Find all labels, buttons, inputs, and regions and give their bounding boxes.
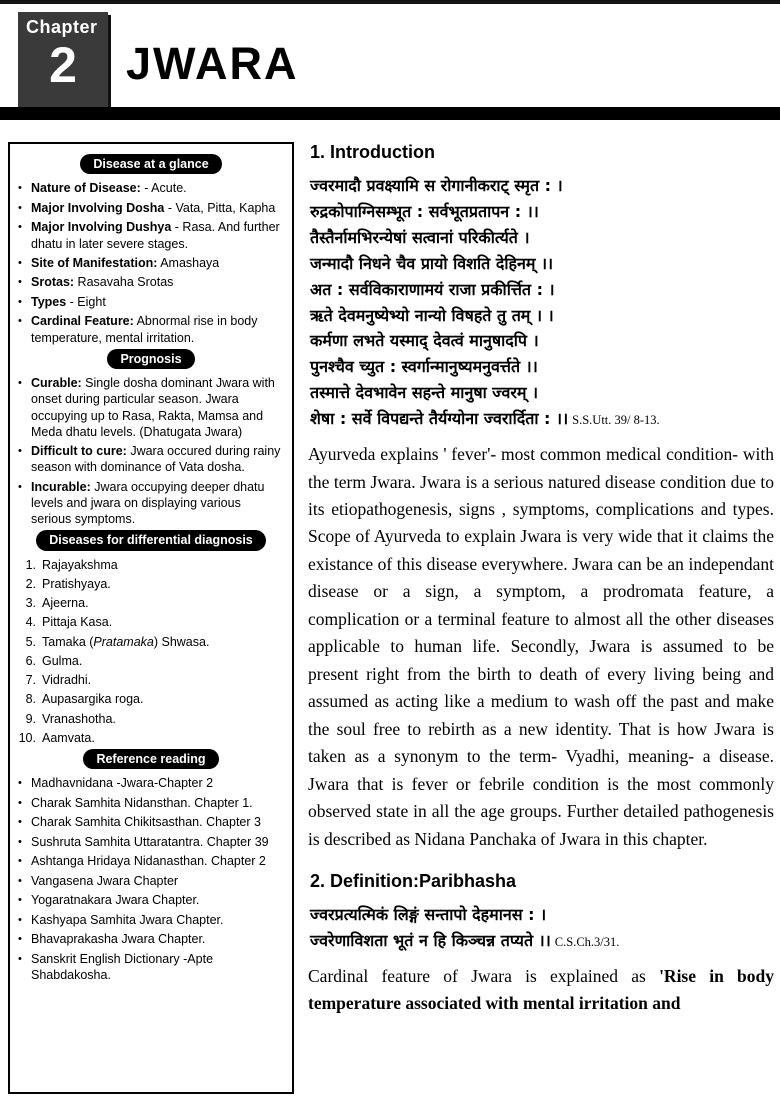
differential-item (18, 653, 284, 669)
differential-item-text: Aamvata. (42, 730, 95, 745)
differential-item (18, 730, 284, 746)
bullet-icon: • (18, 777, 22, 790)
glance-item-text (31, 274, 284, 291)
bullet-icon: • (18, 295, 22, 308)
verse-line: अत : सर्वविकाराणामयं राजा प्रकीर्त्तित : । (310, 279, 555, 299)
chapter-label: Chapter (26, 17, 98, 37)
section-heading-introduction: 1. Introduction (310, 142, 435, 162)
reference-item (18, 853, 284, 870)
differential-item (18, 576, 284, 592)
sanskrit-verse-definition (310, 902, 774, 954)
bullet-icon: • (18, 855, 22, 868)
glance-item-text (31, 255, 284, 272)
glance-item-rest: Amashaya (157, 255, 220, 270)
differential-item (18, 595, 284, 611)
reference-item (18, 912, 284, 929)
prognosis-item-bold: Curable: (31, 376, 82, 390)
bullet-icon: • (18, 796, 22, 809)
differential-item-text: Vranashotha. (42, 711, 116, 726)
item-number: 9. (25, 711, 36, 726)
verse-line: तैस्तैर्नामभिरन्येषां सत्वानां परिकीर्त्यते । (310, 227, 530, 247)
glance-item (18, 219, 284, 252)
reference-item-text: Charak Samhita Chikitsasthan. Chapter 3 (31, 815, 261, 830)
glance-item (18, 180, 284, 197)
item-number: 8. (25, 692, 36, 707)
prognosis-item-rest: Single dosha dominant Jwara with onset during particular season. Jwara occupying up to Rasa, Rakta, Mamsa and Meda dhatu levels. (Dhatugata Jwara) (31, 376, 275, 439)
reference-item (18, 873, 284, 890)
item-number: 10. (18, 730, 36, 745)
bullet-icon: • (18, 933, 22, 946)
bullet-icon: • (18, 315, 22, 328)
page-title: JWARA (126, 38, 299, 89)
glance-item-rest: Abnormal rise in body temperature, mental irritation. (31, 314, 258, 345)
verse-line: कर्मणा लभते यस्माद् देवत्वं मानुषादपि । (310, 331, 539, 351)
introduction-paragraph: Ayurveda explains ' fever'- most common medical condition- with the term Jwara. Jwara is a serious natured disease condition due to its etiopathogenesis, signs , symptoms, complications and types. Scope of Ayurveda to explain Jwara is very wide that it claims the existance of this disease everywhere. Jwara can be an independant disease or a sign, a symptom, a prodromata feature, a complication or a terminal feature to almost all the other diseases applicable to human life. Secondly, Jwara is assumed to be present right from the birth to death of every living being and assumed as acting like a medium to wash off the past and make the soul free to rebirth as a new identity. That is how Jwara is taken as a synonym to the term- Vyadhi, meaning- a disease. Jwara that is fever or febrile condition is the most commonly observed state in all the age groups. Further detailed pathogenesis is described as Nidana Panchaka of Jwara in this chapter. (308, 444, 774, 849)
summary-sidebar (8, 142, 294, 1094)
differential-item (18, 614, 284, 630)
sanskrit-verse-introduction (310, 173, 774, 432)
prognosis-item (18, 443, 284, 476)
verse-line (310, 928, 774, 954)
prognosis-item (18, 479, 284, 528)
glance-item-rest: - Rasa. And further dhatu in later severe stages. (31, 220, 280, 251)
definition-paragraph-normal: Cardinal feature of Jwara is explained as (308, 965, 660, 986)
glance-item-bold: Cardinal Feature: (31, 314, 134, 329)
verse-citation: C.S.Ch.3/31. (554, 935, 620, 949)
glance-item-rest: - Vata, Pitta, Kapha (164, 200, 276, 215)
reference-item (18, 931, 284, 948)
glance-item-text (31, 180, 284, 197)
reference-item (18, 951, 284, 984)
verse-line: जन्मादौ निधने चैव प्रायो विशति देहिनम् ।। (310, 253, 554, 273)
verse-line: ऋते देवमनुष्येभ्यो नान्यो विषहते तु तम् । । (310, 305, 554, 325)
glance-item-bold: Types (31, 294, 67, 309)
item-number: 3. (25, 596, 36, 610)
verse-line: पुनश्चैव च्युत : स्वर्गान्मानुष्यमनुवर्त्तते ।। (310, 357, 538, 377)
reference-item (18, 795, 284, 812)
differential-item (18, 557, 284, 573)
differential-item-text: Rajayakshma (42, 557, 118, 572)
glance-item-bold: Site of Manifestation: (31, 255, 158, 270)
verse-line-text: ज्वरेणाविशता भूतं न हि किञ्चन्न तप्यते ।। (310, 931, 551, 950)
verse-line-text: शेषा : सर्वे विपद्यन्ते तैर्यग्योना ज्वरार्दिता : ।। (310, 409, 569, 429)
item-number: 2. (25, 576, 36, 591)
prognosis-item (18, 375, 284, 440)
differential-item (18, 711, 284, 727)
glance-item (18, 294, 284, 311)
verse-line: तस्मात्ते देवभावेन सहन्ते मानुषा ज्वरम् । (310, 383, 539, 403)
glance-item-text (31, 219, 284, 252)
differential-item-text: Ajeerna. (42, 596, 89, 610)
reference-item-text: Madhavnidana -Jwara-Chapter 2 (31, 776, 214, 791)
verse-line: रुद्रकोपाग्निसम्भूत : सर्वभूतप्रतापन : ।। (310, 201, 539, 221)
prognosis-item-bold: Incurable: (31, 479, 91, 494)
item-number: 6. (25, 653, 36, 668)
reference-item-text: Ashtanga Hridaya Nidanasthan. Chapter 2 (31, 854, 266, 869)
reference-item-text: Sanskrit English Dictionary -Apte Shabdakosha. (31, 951, 214, 982)
chapter-number-box (18, 12, 108, 114)
item-number: 7. (25, 673, 36, 687)
differential-item-text: Pittaja Kasa. (42, 615, 113, 630)
prognosis-item-text (31, 443, 284, 476)
glance-item-bold: Major Involving Dosha (31, 200, 165, 215)
header-rule (0, 107, 780, 120)
reference-item-text: Sushruta Samhita Uttaratantra. Chapter 39 (31, 834, 269, 849)
glance-item-bold: Major Involving Dushya (31, 220, 172, 235)
differential-item-italic: Pratamaka (93, 634, 154, 649)
reference-item (18, 834, 284, 851)
verse-line (310, 406, 774, 432)
reference-item-text: Vangasena Jwara Chapter (31, 873, 179, 888)
differential-item-text: Pratishyaya. (42, 576, 111, 591)
reference-item (18, 775, 284, 792)
differential-item (18, 672, 284, 688)
glance-item-bold: Srotas: (31, 275, 75, 290)
bullet-icon: • (18, 182, 22, 195)
glance-item-text (31, 294, 284, 311)
verse-line: ज्वरमादौ प्रवक्ष्यामि स रोगानीकराट् स्मृत : । (310, 176, 563, 195)
bullet-icon: • (18, 835, 22, 848)
differential-item-text: Gulma. (42, 653, 83, 668)
definition-paragraph-bold: 'Rise in body temperature associated with mental irritation and (308, 965, 775, 1014)
glance-item-rest: - Acute. (140, 181, 187, 196)
prognosis-item-text (31, 375, 284, 440)
glance-item (18, 255, 284, 272)
item-number: 4. (25, 615, 36, 630)
bullet-icon: • (18, 894, 22, 907)
glance-item-rest: - Eight (66, 294, 106, 309)
prognosis-item-bold: Difficult to cure: (31, 444, 127, 458)
badge-prognosis: Prognosis (107, 349, 194, 369)
bullet-icon: • (18, 913, 22, 926)
bullet-icon: • (18, 480, 22, 493)
prognosis-item-text (31, 479, 284, 528)
glance-item (18, 274, 284, 291)
main-text-column (308, 142, 776, 1094)
glance-item (18, 313, 284, 346)
verse-line: ज्वरप्रत्यत्मिकं लिङ्गं सन्तापो देहमानस : । (310, 905, 547, 925)
differential-item-text (42, 634, 284, 650)
differential-item-post: ) Shwasa. (153, 634, 210, 649)
differential-item (18, 691, 284, 707)
reference-item (18, 814, 284, 831)
item-number: 1. (25, 557, 36, 572)
bullet-icon: • (18, 201, 22, 214)
chapter-header (0, 4, 780, 120)
verse-citation: S.S.Utt. 39/ 8-13. (572, 413, 660, 428)
bullet-icon: • (18, 221, 22, 234)
reference-item-text: Bhavaprakasha Jwara Chapter. (31, 932, 206, 947)
item-number: 5. (25, 634, 36, 649)
definition-paragraph (308, 963, 774, 1018)
bullet-icon: • (18, 256, 22, 269)
differential-item-text: Vidradhi. (42, 673, 92, 687)
badge-differential-diagnosis: Diseases for differential diagnosis (36, 530, 266, 550)
reference-item (18, 892, 284, 909)
reference-item-text: Kashyapa Samhita Jwara Chapter. (31, 912, 224, 927)
differential-item-text: Aupasargika roga. (42, 692, 144, 707)
glance-item-text (31, 313, 284, 346)
differential-item-pre: Tamaka ( (42, 634, 94, 649)
bullet-icon: • (18, 874, 22, 887)
reference-item-text: Yogaratnakara Jwara Chapter. (31, 893, 200, 908)
bullet-icon: • (18, 377, 22, 389)
bullet-icon: • (18, 816, 22, 829)
glance-item-bold: Nature of Disease: (31, 181, 141, 196)
section-heading-definition: 2. Definition:Paribhasha (310, 871, 517, 892)
bullet-icon: • (18, 276, 22, 289)
glance-item (18, 200, 284, 217)
bullet-icon: • (18, 952, 22, 965)
prognosis-item-rest: Jwara occupying deeper dhatu levels and jwara on displaying various serious symptoms. (31, 479, 265, 526)
differential-item (18, 634, 284, 650)
prognosis-item-rest: Jwara occured during rainy season with dominance of Vata dosha. (31, 444, 281, 475)
chapter-number: 2 (49, 37, 77, 93)
glance-item-text (31, 200, 284, 217)
reference-item-text: Charak Samhita Nidansthan. Chapter 1. (31, 795, 253, 810)
glance-item-rest: Rasavaha Srotas (74, 275, 174, 290)
content-columns (0, 120, 780, 1094)
badge-disease-at-a-glance: Disease at a glance (80, 154, 221, 174)
bullet-icon: • (18, 445, 22, 457)
badge-reference-reading: Reference reading (83, 749, 218, 769)
